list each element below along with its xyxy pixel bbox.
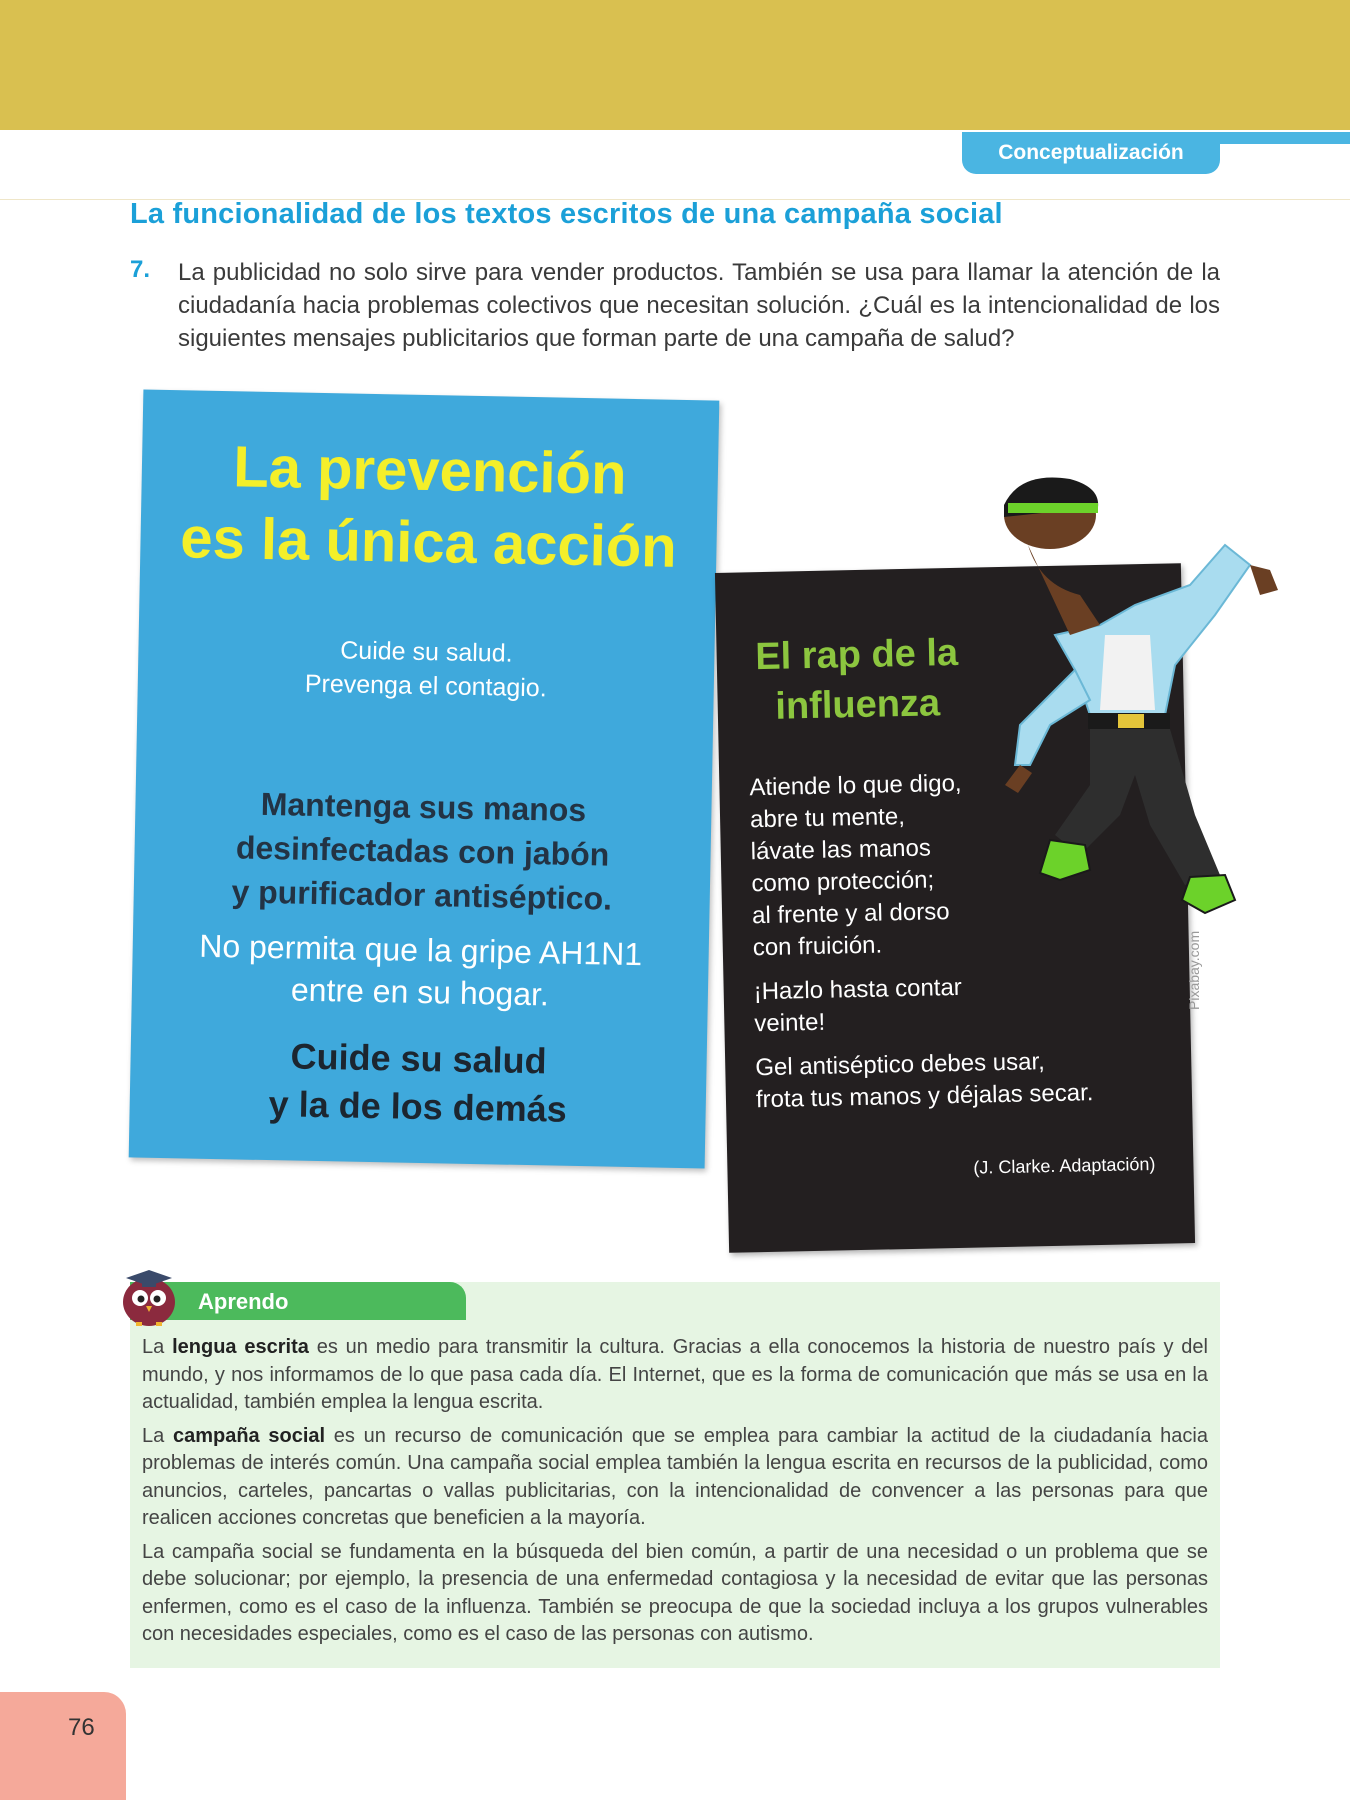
page-number-tab xyxy=(0,1692,126,1800)
verse-line: con fruición. xyxy=(752,931,883,962)
question-text: La publicidad no solo sirve para vender productos. También se usa para llamar la atención de la ciudadanía hacia problemas colectivos que necesitan solución. ¿Cuál es la intencionalidad de los siguientes mensajes publicitarios que forman parte de una campaña de salud? xyxy=(178,259,1220,352)
aprendo-paragraph xyxy=(142,1334,1208,1417)
paragraph-body: es un medio para transmitir la cultura. Gracias a ella conocemos la historia de nuestro país y del mundo, y nos informamos de lo que pasa cada día. El Internet, que es la forma de comunicación que más se usa en la actualidad, también emplea la lengua escrita. xyxy=(142,1336,1208,1413)
poster-subtitle-line: Cuide su salud. xyxy=(340,636,513,668)
poster-title-line: La prevención xyxy=(232,434,628,507)
rap-verse xyxy=(755,1044,1156,1116)
section-title: La funcionalidad de los textos escritos de una campaña social xyxy=(130,198,1003,230)
poster-hands-message xyxy=(133,779,711,922)
rap-title-line: influenza xyxy=(774,682,941,728)
page-number: 76 xyxy=(68,1714,95,1741)
header-tab-rule xyxy=(1220,132,1350,144)
poster-care-message xyxy=(129,1029,707,1136)
dancer-illustration xyxy=(960,475,1290,955)
rap-credit: (J. Clarke. Adaptación) xyxy=(973,1153,1156,1178)
verse-line: frota tus manos y déjalas secar. xyxy=(755,1079,1094,1114)
poster-hands-line: y purificador antiséptico. xyxy=(231,873,613,917)
aprendo-paragraph: La campaña social se fundamenta en la búsqueda del bien común, a partir de una necesidad o un problema que se debe solucionar; por ejemplo, la presencia de una enfermedad contagiosa y la necesidad de evitar que las personas enfermen, como es el caso de la influenza. También se preocupa de que la sociedad incluya a los grupos vulnerables con necesidades especiales, como es el caso de las personas con autismo. xyxy=(142,1540,1208,1645)
rap-title-line: El rap de la xyxy=(754,631,959,679)
verse-line: veinte! xyxy=(754,1008,826,1038)
poster-flu-line: entre en su hogar. xyxy=(290,971,550,1013)
poster-title-line: es la única acción xyxy=(179,505,678,580)
question-number: 7. xyxy=(130,256,151,283)
header-band xyxy=(0,0,1350,130)
poster-title xyxy=(140,430,719,585)
verse-line: al frente y al dorso xyxy=(751,898,950,930)
aprendo-label: Aprendo xyxy=(198,1289,289,1314)
poster-subtitle xyxy=(138,629,715,708)
poster-hands-line: desinfectadas con jabón xyxy=(235,829,610,873)
aprendo-paragraph xyxy=(142,1423,1208,1533)
paragraph-lead: La xyxy=(142,1424,173,1447)
photo-credit: Pixabay.com xyxy=(1186,930,1202,1010)
verse-line: abre tu mente, xyxy=(749,803,906,834)
poster-flu-line: No permita que la gripe AH1N1 xyxy=(198,927,643,973)
verse-line: como protección; xyxy=(751,866,935,898)
aprendo-text xyxy=(142,1334,1208,1655)
verse-line: lávate las manos xyxy=(750,834,932,866)
rap-title xyxy=(726,627,988,732)
term-lengua-escrita: lengua escrita xyxy=(172,1336,309,1358)
section-tab: Conceptualización xyxy=(962,132,1220,174)
paragraph-body: es un recurso de comunicación que se emplea para cambiar la actitud de la ciudadanía hacia problemas de interés común. Una campaña social emplea también la lengua escrita en recursos de la publicidad, como anuncios, carteles, pancartas o vallas publicitarias, con la intencionalidad de convencer a las personas para que realicen acciones concretas que beneficien a la mayoría. xyxy=(142,1424,1208,1529)
verse-line: Atiende lo que digo, xyxy=(749,769,962,802)
verse-line: ¡Hazlo hasta contar xyxy=(753,973,963,1006)
poster-care-line: Cuide su salud xyxy=(290,1035,548,1082)
term-campana-social: campaña social xyxy=(172,1424,326,1447)
poster-flu-message xyxy=(132,923,710,1018)
rap-verse xyxy=(753,968,1154,1040)
poster-care-line: y la de los demás xyxy=(268,1083,568,1130)
poster-subtitle-line: Prevenga el contagio. xyxy=(304,669,547,703)
owl-icon xyxy=(114,1258,184,1330)
poster-hands-line: Mantenga sus manos xyxy=(260,785,587,829)
prevention-poster xyxy=(129,390,720,1169)
verse-line: Gel antiséptico debes usar, xyxy=(755,1048,1046,1082)
paragraph-lead: La xyxy=(142,1336,173,1358)
